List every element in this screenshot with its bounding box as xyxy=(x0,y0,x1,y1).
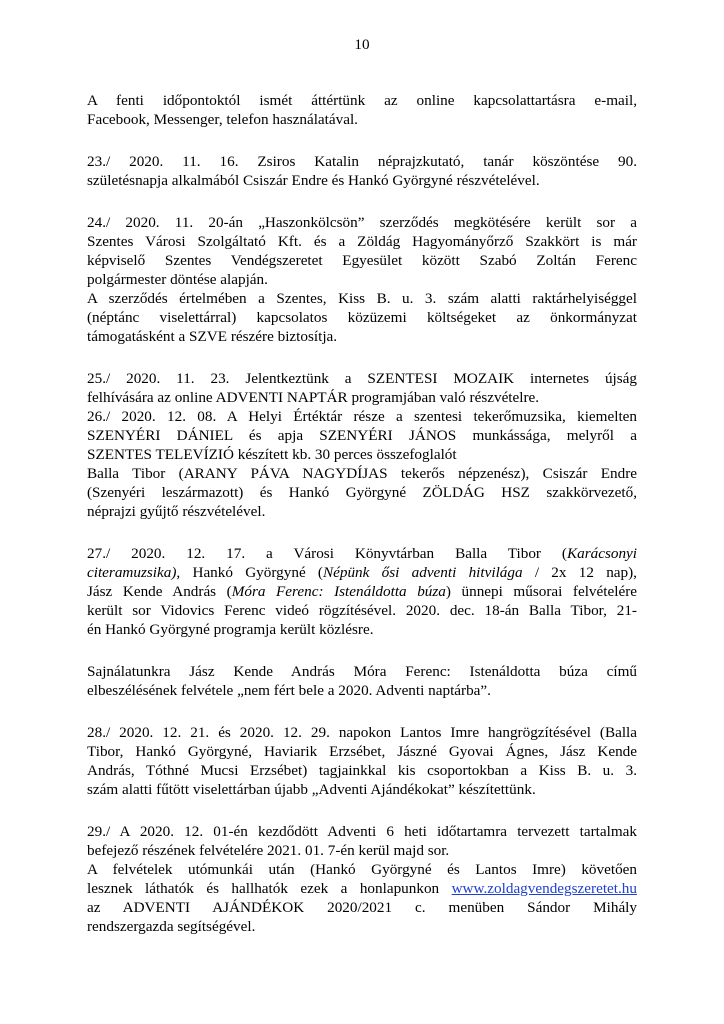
text-line xyxy=(87,270,637,289)
text-line xyxy=(87,917,637,936)
text-run: (néptánc viselettárral) kapcsolatos közüzemi költségeket az önkormányzat xyxy=(87,309,637,326)
text-run: elbeszélésének felvétele „nem fért bele a 2020. Adventi naptárba”. xyxy=(87,682,491,699)
text-run: 26./ 2020. 12. 08. A Helyi Értéktár része a szentesi tekerőmuzsika, kiemelten xyxy=(87,408,637,425)
text-run: Jász Kende András ( xyxy=(87,583,232,600)
text-run: támogatásként a SZVE részére biztosítja. xyxy=(87,328,338,345)
text-line xyxy=(87,388,637,407)
text-run: 27./ 2020. 12. 17. a Városi Könyvtárban Balla Tibor ( xyxy=(87,545,567,562)
text-line xyxy=(87,860,637,879)
italic-title: Karácsonyi xyxy=(566,545,637,562)
text-line xyxy=(87,171,637,190)
text-run: A szerződés értelmében a Szentes, Kiss B. u. 3. szám alatti raktárhelyiséggel xyxy=(87,290,637,307)
text-run: András, Tóthné Mucsi Erzsébet) tagjainkkal kis csoportokban a Kiss B. u. 3. xyxy=(87,762,637,779)
text-run: 29./ A 2020. 12. 01-én kezdődött Adventi 6 heti időtartamra tervezett tartalmak xyxy=(87,823,637,840)
text-run: 28./ 2020. 12. 21. és 2020. 12. 29. napokon Lantos Imre hangrögzítésével (Balla xyxy=(87,724,637,741)
text-run: került sor Vidovics Ferenc videó rögzítésével. 2020. dec. 18-án Balla Tibor, 21- xyxy=(87,602,637,619)
text-run: Sajnálatunkra Jász Kende András Móra Ferenc: Istenáldotta búza című xyxy=(87,663,637,680)
text-line xyxy=(87,308,637,327)
text-line xyxy=(87,464,637,483)
text-run: A fenti időpontoktól ismét áttértünk az online kapcsolattartásra e-mail, xyxy=(87,92,637,109)
text-line xyxy=(87,152,637,171)
text-line xyxy=(87,601,637,620)
text-line xyxy=(87,761,637,780)
text-line xyxy=(87,407,637,426)
text-line xyxy=(87,681,637,700)
text-run: Hankó Györgyné ( xyxy=(180,564,323,581)
text-line xyxy=(87,502,637,521)
text-line xyxy=(87,483,637,502)
text-line xyxy=(87,91,637,110)
text-run: SZENYÉRI DÁNIEL és apja SZENYÉRI JÁNOS munkássága, melyről a xyxy=(87,427,637,444)
italic-title: Móra Ferenc: Istenáldotta búza xyxy=(231,583,446,600)
italic-title: citeramuzsika), xyxy=(87,564,181,581)
text-run: én Hankó Györgyné programja került közlésre. xyxy=(87,621,374,638)
text-line xyxy=(87,213,637,232)
text-run: rendszergazda segítségével. xyxy=(87,918,256,935)
text-run: befejező részének felvételére 2021. 01. 7-én kerül majd sor. xyxy=(87,842,450,859)
text-line xyxy=(87,251,637,270)
text-line xyxy=(87,723,637,742)
text-run: (Szenyéri leszármazott) és Hankó Györgyné ZÖLDÁG HSZ szakkörvezető, xyxy=(87,484,637,501)
text-line xyxy=(87,289,637,308)
text-line xyxy=(87,445,637,464)
text-line xyxy=(87,898,637,917)
text-line xyxy=(87,582,637,601)
text-run: szám alatti fűtött viselettárban újabb „Adventi Ajándékokat” készítettünk. xyxy=(87,781,536,798)
text-line xyxy=(87,369,637,388)
text-run: Facebook, Messenger, telefon használatával. xyxy=(87,111,358,128)
text-line xyxy=(87,110,637,129)
text-line xyxy=(87,327,637,346)
text-line xyxy=(87,662,637,681)
text-line xyxy=(87,426,637,445)
text-run: SZENTES TELEVÍZIÓ készített kb. 30 perces összefoglalót xyxy=(87,446,457,463)
text-line xyxy=(87,879,637,898)
text-run: néprajzi gyűjtő részvételével. xyxy=(87,503,266,520)
text-run: ) ünnepi műsorai felvételére xyxy=(445,583,637,600)
text-run: 24./ 2020. 11. 20-án „Haszonkölcsön” szerződés megkötésére került sor a xyxy=(87,214,637,231)
text-run: Tibor, Hankó Györgyné, Haviarik Erzsébet, Jászné Gyovai Ágnes, Jász Kende xyxy=(87,743,637,760)
text-run: 23./ 2020. 11. 16. Zsiros Katalin néprajzkutató, tanár köszöntése 90. xyxy=(87,153,637,170)
text-run: születésnapja alkalmából Csiszár Endre és Hankó Györgyné részvételével. xyxy=(87,172,540,189)
text-run: Szentes Városi Szolgáltató Kft. és a Zöldág Hagyományőrző Szakkört is már xyxy=(87,233,637,250)
text-line xyxy=(87,232,637,251)
text-line xyxy=(87,742,637,761)
italic-title: Népünk ősi adventi hitvilága xyxy=(323,564,523,581)
text-line xyxy=(87,563,637,582)
text-run: lesznek láthatók és hallhatók ezek a honlapunkon xyxy=(87,880,452,897)
text-line xyxy=(87,822,637,841)
text-line xyxy=(87,841,637,860)
text-run: felhívására az online ADVENTI NAPTÁR programjában való részvételre. xyxy=(87,389,540,406)
text-line xyxy=(87,620,637,639)
text-run: 25./ 2020. 11. 23. Jelentkeztünk a SZENTESI MOZAIK internetes újság xyxy=(87,370,637,387)
text-run: / 2x 12 nap), xyxy=(522,564,637,581)
website-link[interactable]: www.zoldagvendegszeretet.hu xyxy=(451,880,637,897)
text-run: A felvételek utómunkái után (Hankó Györgyné és Lantos Imre) követően xyxy=(87,861,637,878)
page-number: 10 xyxy=(354,36,370,53)
text-line xyxy=(87,780,637,799)
text-run: Balla Tibor (ARANY PÁVA NAGYDÍJAS tekerős népzenész), Csiszár Endre xyxy=(87,465,637,482)
text-line xyxy=(87,544,637,563)
text-run: képviselő Szentes Vendégszeretet Egyesület között Szabó Zoltán Ferenc xyxy=(87,252,637,269)
text-run: polgármester döntése alapján. xyxy=(87,271,268,288)
text-run: az ADVENTI AJÁNDÉKOK 2020/2021 c. menüben Sándor Mihály xyxy=(87,899,637,916)
